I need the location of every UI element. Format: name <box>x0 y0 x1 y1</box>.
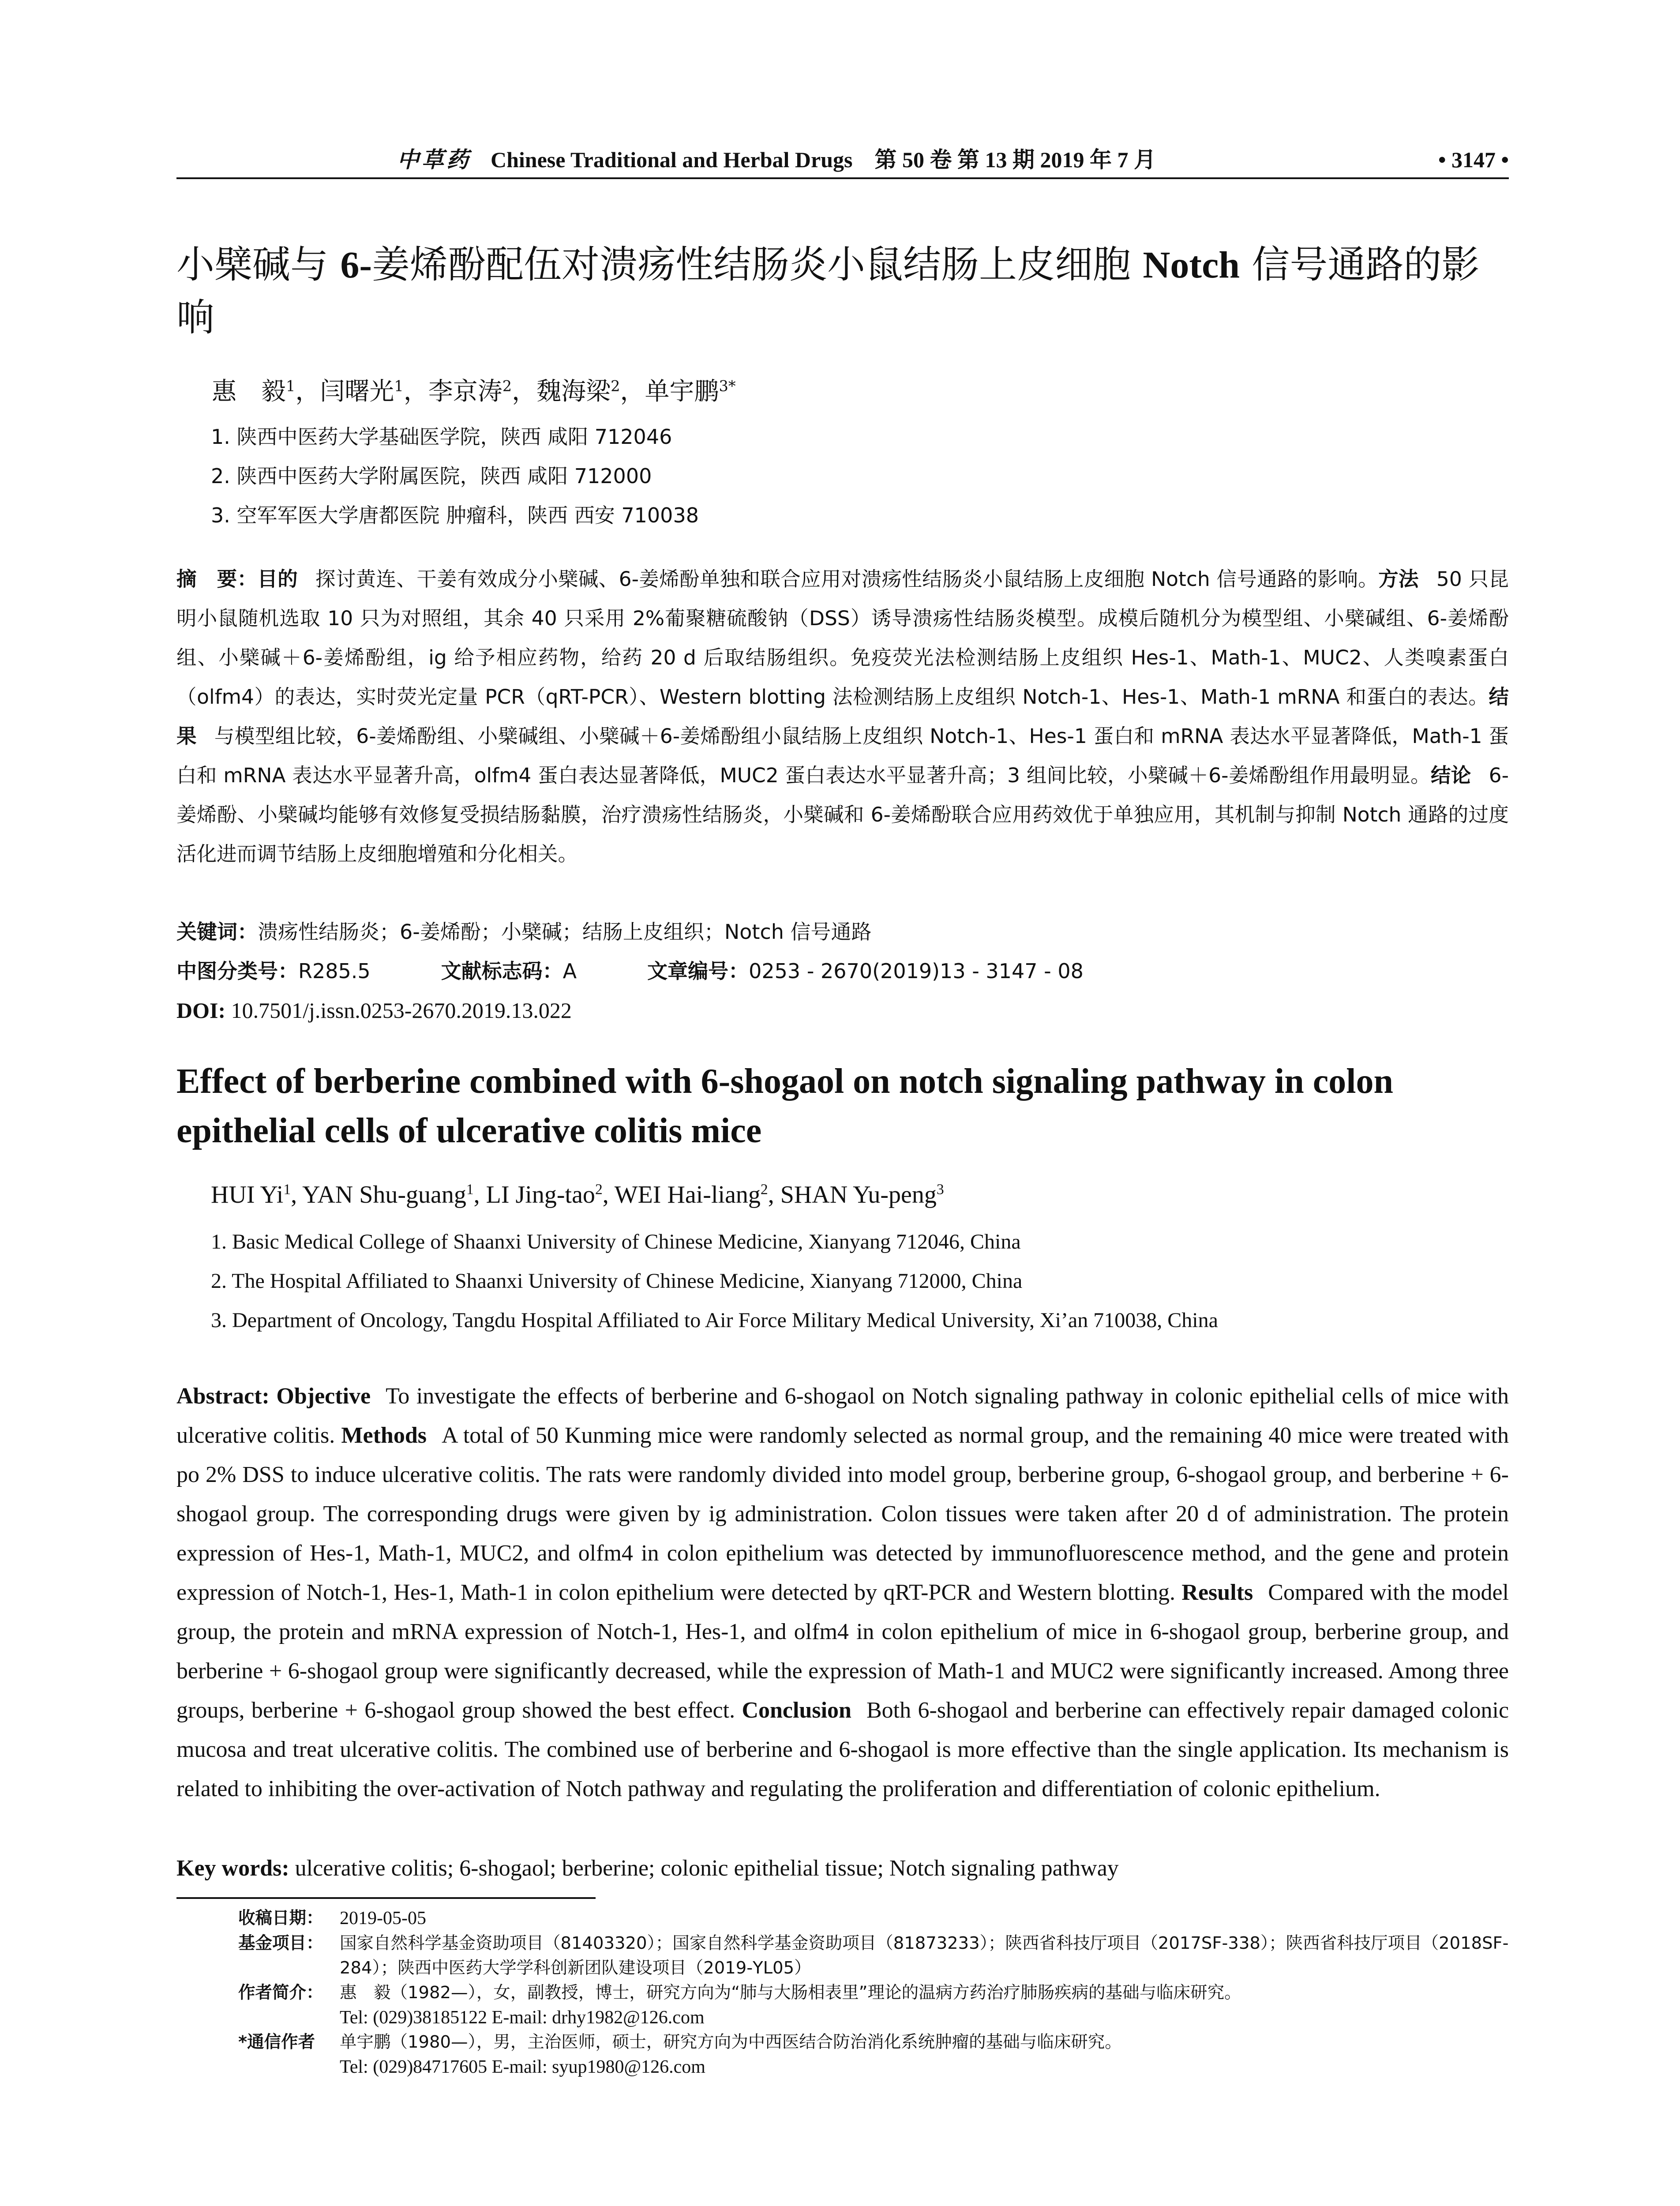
footnote-corresponding <box>176 2030 1509 2079</box>
fund-label: 基金项目： <box>238 1933 323 1953</box>
fund-text: 国家自然科学基金资助项目（81403320）；国家自然科学基金资助项目（81873233）；陕西省科技厅项目（2017SF-338）；陕西省科技厅项目（2018SF-284）；陕西中医药大学学科创新团队建设项目（2019-YL05） <box>340 1933 1509 1978</box>
affiliations-cn <box>211 417 699 535</box>
author-name: SHAN Yu-peng <box>780 1181 937 1208</box>
author-name: LI Jing-tao <box>486 1181 595 1208</box>
article-number-value: 0253 - 2670(2019)13 - 3147 - 08 <box>749 959 1084 983</box>
title-en: Effect of berberine combined with 6-shogaol on notch signaling pathway in colon epithelial cells of ulcerative colitis mice <box>176 1062 1393 1150</box>
author-affiliation-mark: 1 <box>466 1181 474 1198</box>
author-separator: , <box>473 1181 486 1208</box>
section-label-methods: 方法 <box>1378 567 1419 591</box>
author-name: 李京涛 <box>428 377 502 406</box>
author-name: 魏海梁 <box>536 377 611 406</box>
affiliations-en <box>211 1222 1218 1340</box>
author-affiliation-mark: 1 <box>283 1181 291 1198</box>
doc-code-label: 文献标志码： <box>441 959 563 983</box>
journal-line <box>397 142 1156 177</box>
title-cn-latin: 6- <box>340 244 372 286</box>
authors-en <box>211 1177 944 1212</box>
issue-info: 第 50 卷 第 13 期 2019 年 7 月 <box>874 147 1156 172</box>
author-name: WEI Hai-liang <box>614 1181 761 1208</box>
keywords-cn-text: 溃疡性结肠炎；6-姜烯酚；小檗碱；结肠上皮组织；Notch 信号通路 <box>258 920 872 944</box>
author-name: HUI Yi <box>211 1181 284 1208</box>
author-separator: , <box>602 1181 615 1208</box>
title-cn <box>176 238 1509 344</box>
author-affiliation-mark: 2 <box>760 1181 768 1198</box>
section-label-conclusion: 结论 <box>1430 764 1471 787</box>
classification-line <box>176 952 1509 991</box>
title-cn-part: 信号通路的影响 <box>176 243 1480 340</box>
authors-cn <box>212 374 736 409</box>
abstract-en <box>176 1377 1509 1808</box>
affiliation-item: 1. Basic Medical College of Shaanxi University of Chinese Medicine, Xianyang 712046, China <box>211 1230 1021 1253</box>
keywords-en <box>176 1849 1119 1888</box>
abstract-results-text: 与模型组比较，6-姜烯酚组、小檗碱组、小檗碱＋6-姜烯酚组小鼠结肠上皮组织 Notch-1、Hes-1 蛋白和 mRNA 表达水平显著降低，Math-1 蛋白和 mRNA 表达水平显著升高，olfm4 蛋白表达显著降低，MUC2 蛋白表达水平显著升高；3 组间比较，小檗碱＋6-姜烯酚组作用最明显。 <box>176 724 1509 787</box>
abstract-cn <box>176 559 1509 874</box>
footnotes <box>176 1906 1509 2079</box>
header-rule <box>176 177 1509 179</box>
keywords-cn-label: 关键词： <box>176 920 258 944</box>
author-separator: ， <box>620 377 645 406</box>
section-label-objective: Objective <box>276 1384 371 1409</box>
article-number-label: 文章编号： <box>647 959 749 983</box>
footnote-rule <box>176 1897 596 1899</box>
author-affiliation-mark: 1 <box>286 377 296 395</box>
affiliation-item: 2. The Hospital Affiliated to Shaanxi University of Chinese Medicine, Xianyang 712000, China <box>211 1269 1023 1293</box>
abstract-methods-text: 50 只昆明小鼠随机选取 10 只为对照组，其余 40 只采用 2%葡聚糖硫酸钠（DSS）诱导溃疡性结肠炎模型。成模后随机分为模型组、小檗碱组、6-姜烯酚组、小檗碱＋6-姜烯酚组，ig 给予相应药物，给药 20 d 后取结肠组织。免疫荧光法检测结肠上皮组织 Hes-1、Math-1、MUC2、人类嗅素蛋白（olfm4）的表达，实时荧光定量 PCR（qRT-PCR）、Western blotting 法检测结肠上皮组织 Notch-1、Hes-1、Math-1 mRNA 和蛋白的表达。 <box>176 567 1509 709</box>
author-bio-text: 惠 毅（1982—），女，副教授，博士，研究方向为“肺与大肠相表里”理论的温病方药治疗肺肠疾病的基础与临床研究。 <box>340 1983 1241 2003</box>
author-separator: ， <box>512 377 537 406</box>
affiliation-item: 3. 空军军医大学唐都医院 肿瘤科，陕西 西安 710038 <box>211 503 699 527</box>
section-label-results: Results <box>1181 1580 1253 1605</box>
doi-value[interactable]: 10.7501/j.issn.0253-2670.2019.13.022 <box>231 998 572 1023</box>
author-separator: ， <box>295 377 320 406</box>
section-label-results: 结果 <box>176 685 1509 748</box>
keywords-en-label: Key words: <box>176 1856 295 1881</box>
author-name: 单宇鹏 <box>645 377 719 406</box>
affiliation-item: 2. 陕西中医药大学附属医院，陕西 咸阳 712000 <box>211 464 652 488</box>
doi-label: DOI: <box>176 998 226 1023</box>
author-separator: ， <box>403 377 428 406</box>
running-header <box>176 142 1509 177</box>
author-bio-label: 作者简介： <box>238 1983 323 2003</box>
clc-label: 中图分类号： <box>176 959 298 983</box>
author-separator: , <box>291 1181 303 1208</box>
abstract-objective-text: To investigate the effects of berberine and 6-shogaol on Notch signaling pathway in colonic epithelial cells of mice with ulcerative colitis. <box>176 1384 1509 1448</box>
abstract-objective-text: 探讨黄连、干姜有效成分小檗碱、6-姜烯酚单独和联合应用对溃疡性结肠炎小鼠结肠上皮细胞 Notch 信号通路的影响。 <box>315 567 1379 591</box>
clc-value: R285.5 <box>298 959 371 983</box>
section-label-methods: Methods <box>341 1423 427 1448</box>
footnote-author <box>176 1981 1509 2030</box>
keywords-cn <box>176 912 1509 952</box>
abstract-cn-label: 摘 要： <box>176 567 258 591</box>
title-cn-latin: Notch <box>1143 244 1240 286</box>
title-cn-part: 小檗碱与 <box>176 243 341 287</box>
abstract-conclusion-text: 6-姜烯酚、小檗碱均能够有效修复受损结肠黏膜，治疗溃疡性结肠炎，小檗碱和 6-姜烯酚联合应用药效优于单独应用，其机制与抑制 Notch 通路的过度活化进而调节结肠上皮细胞增殖和分化相关。 <box>176 764 1509 866</box>
corresponding-bio-text: 单宇鹏（1980—），男，主治医师，硕士，研究方向为中西医结合防治消化系统肿瘤的基础与临床研究。 <box>340 2032 1122 2052</box>
affiliation-item: 3. Department of Oncology, Tangdu Hospital Affiliated to Air Force Military Medical University, Xi’an 710038, China <box>211 1309 1218 1332</box>
footnote-received <box>176 1906 1509 1931</box>
author-name: 闫曙光 <box>320 377 394 406</box>
abstract-results-text: Compared with the model group, the protein and mRNA expression of Notch-1, Hes-1, and olfm4 in colon epithelium of mice in 6-shogaol group, berberine group, and berberine + 6-shogaol group were significantly decreased, while the expression of Math-1 and MUC2 were significantly increased. Among three groups, berberine + 6-shogaol group showed the best effect. <box>176 1580 1509 1723</box>
author-affiliation-mark: 2 <box>502 377 512 395</box>
footnote-fund <box>176 1931 1509 1981</box>
title-cn-part: 姜烯酚配伍对溃疡性结肠炎小鼠结肠上皮细胞 <box>371 243 1143 287</box>
author-affiliation-mark: 3 <box>936 1181 944 1198</box>
doi-line <box>176 991 1509 1030</box>
journal-name-en: Chinese Traditional and Herbal Drugs <box>491 147 853 172</box>
received-label: 收稿日期： <box>238 1908 323 1928</box>
abstract-methods-text: A total of 50 Kunming mice were randomly selected as normal group, and the remaining 40 mice were treated with po 2% DSS to induce ulcerative colitis. The rats were randomly divided into model group, berberine group, 6-shogaol group, and berberine + 6-shogaol group. The corresponding drugs were given by ig administration. Colon tissues were taken after 20 d of administration. The protein expression of Hes-1, Math-1, MUC2, and olfm4 in colon epithelium was detected by immunofluorescence method, and the gene and protein expression of Notch-1, Hes-1, Math-1 in colon epithelium were detected by qRT-PCR and Western blotting. <box>176 1423 1509 1605</box>
author-affiliation-mark: 1 <box>394 377 404 395</box>
author-affiliation-mark: 3* <box>719 377 736 395</box>
corresponding-contact: Tel: (029)84717605 E-mail: syup1980@126.com <box>340 2057 705 2077</box>
abstract-conclusion-text: Both 6-shogaol and berberine can effectively repair damaged colonic mucosa and treat ulcerative colitis. The combined use of berberine and 6-shogaol is more effective than the single application. Its mechanism is related to inhibiting the over-activation of Notch pathway and regulating the proliferation and differentiation of colonic epithelium. <box>176 1698 1509 1801</box>
author-separator: , <box>768 1181 780 1208</box>
author-contact: Tel: (029)38185122 E-mail: drhy1982@126.com <box>340 2007 705 2028</box>
keywords-en-text: ulcerative colitis; 6-shogaol; berberine; colonic epithelial tissue; Notch signaling pathway <box>295 1856 1119 1881</box>
author-affiliation-mark: 2 <box>595 1181 603 1198</box>
abstract-en-label: Abstract: <box>176 1384 277 1409</box>
author-name: YAN Shu-guang <box>302 1181 466 1208</box>
affiliation-item: 1. 陕西中医药大学基础医学院，陕西 咸阳 712046 <box>211 425 672 449</box>
section-label-objective: 目的 <box>257 567 298 591</box>
author-affiliation-mark: 2 <box>611 377 620 395</box>
page-number: • 3147 • <box>1438 147 1509 172</box>
journal-logo: 中草药 <box>397 147 471 172</box>
received-date: 2019-05-05 <box>340 1908 426 1928</box>
corresponding-label: *通信作者 <box>238 2032 315 2052</box>
author-name: 惠 毅 <box>212 377 286 406</box>
section-label-conclusion: Conclusion <box>742 1698 851 1723</box>
doc-code-value: A <box>562 959 577 983</box>
